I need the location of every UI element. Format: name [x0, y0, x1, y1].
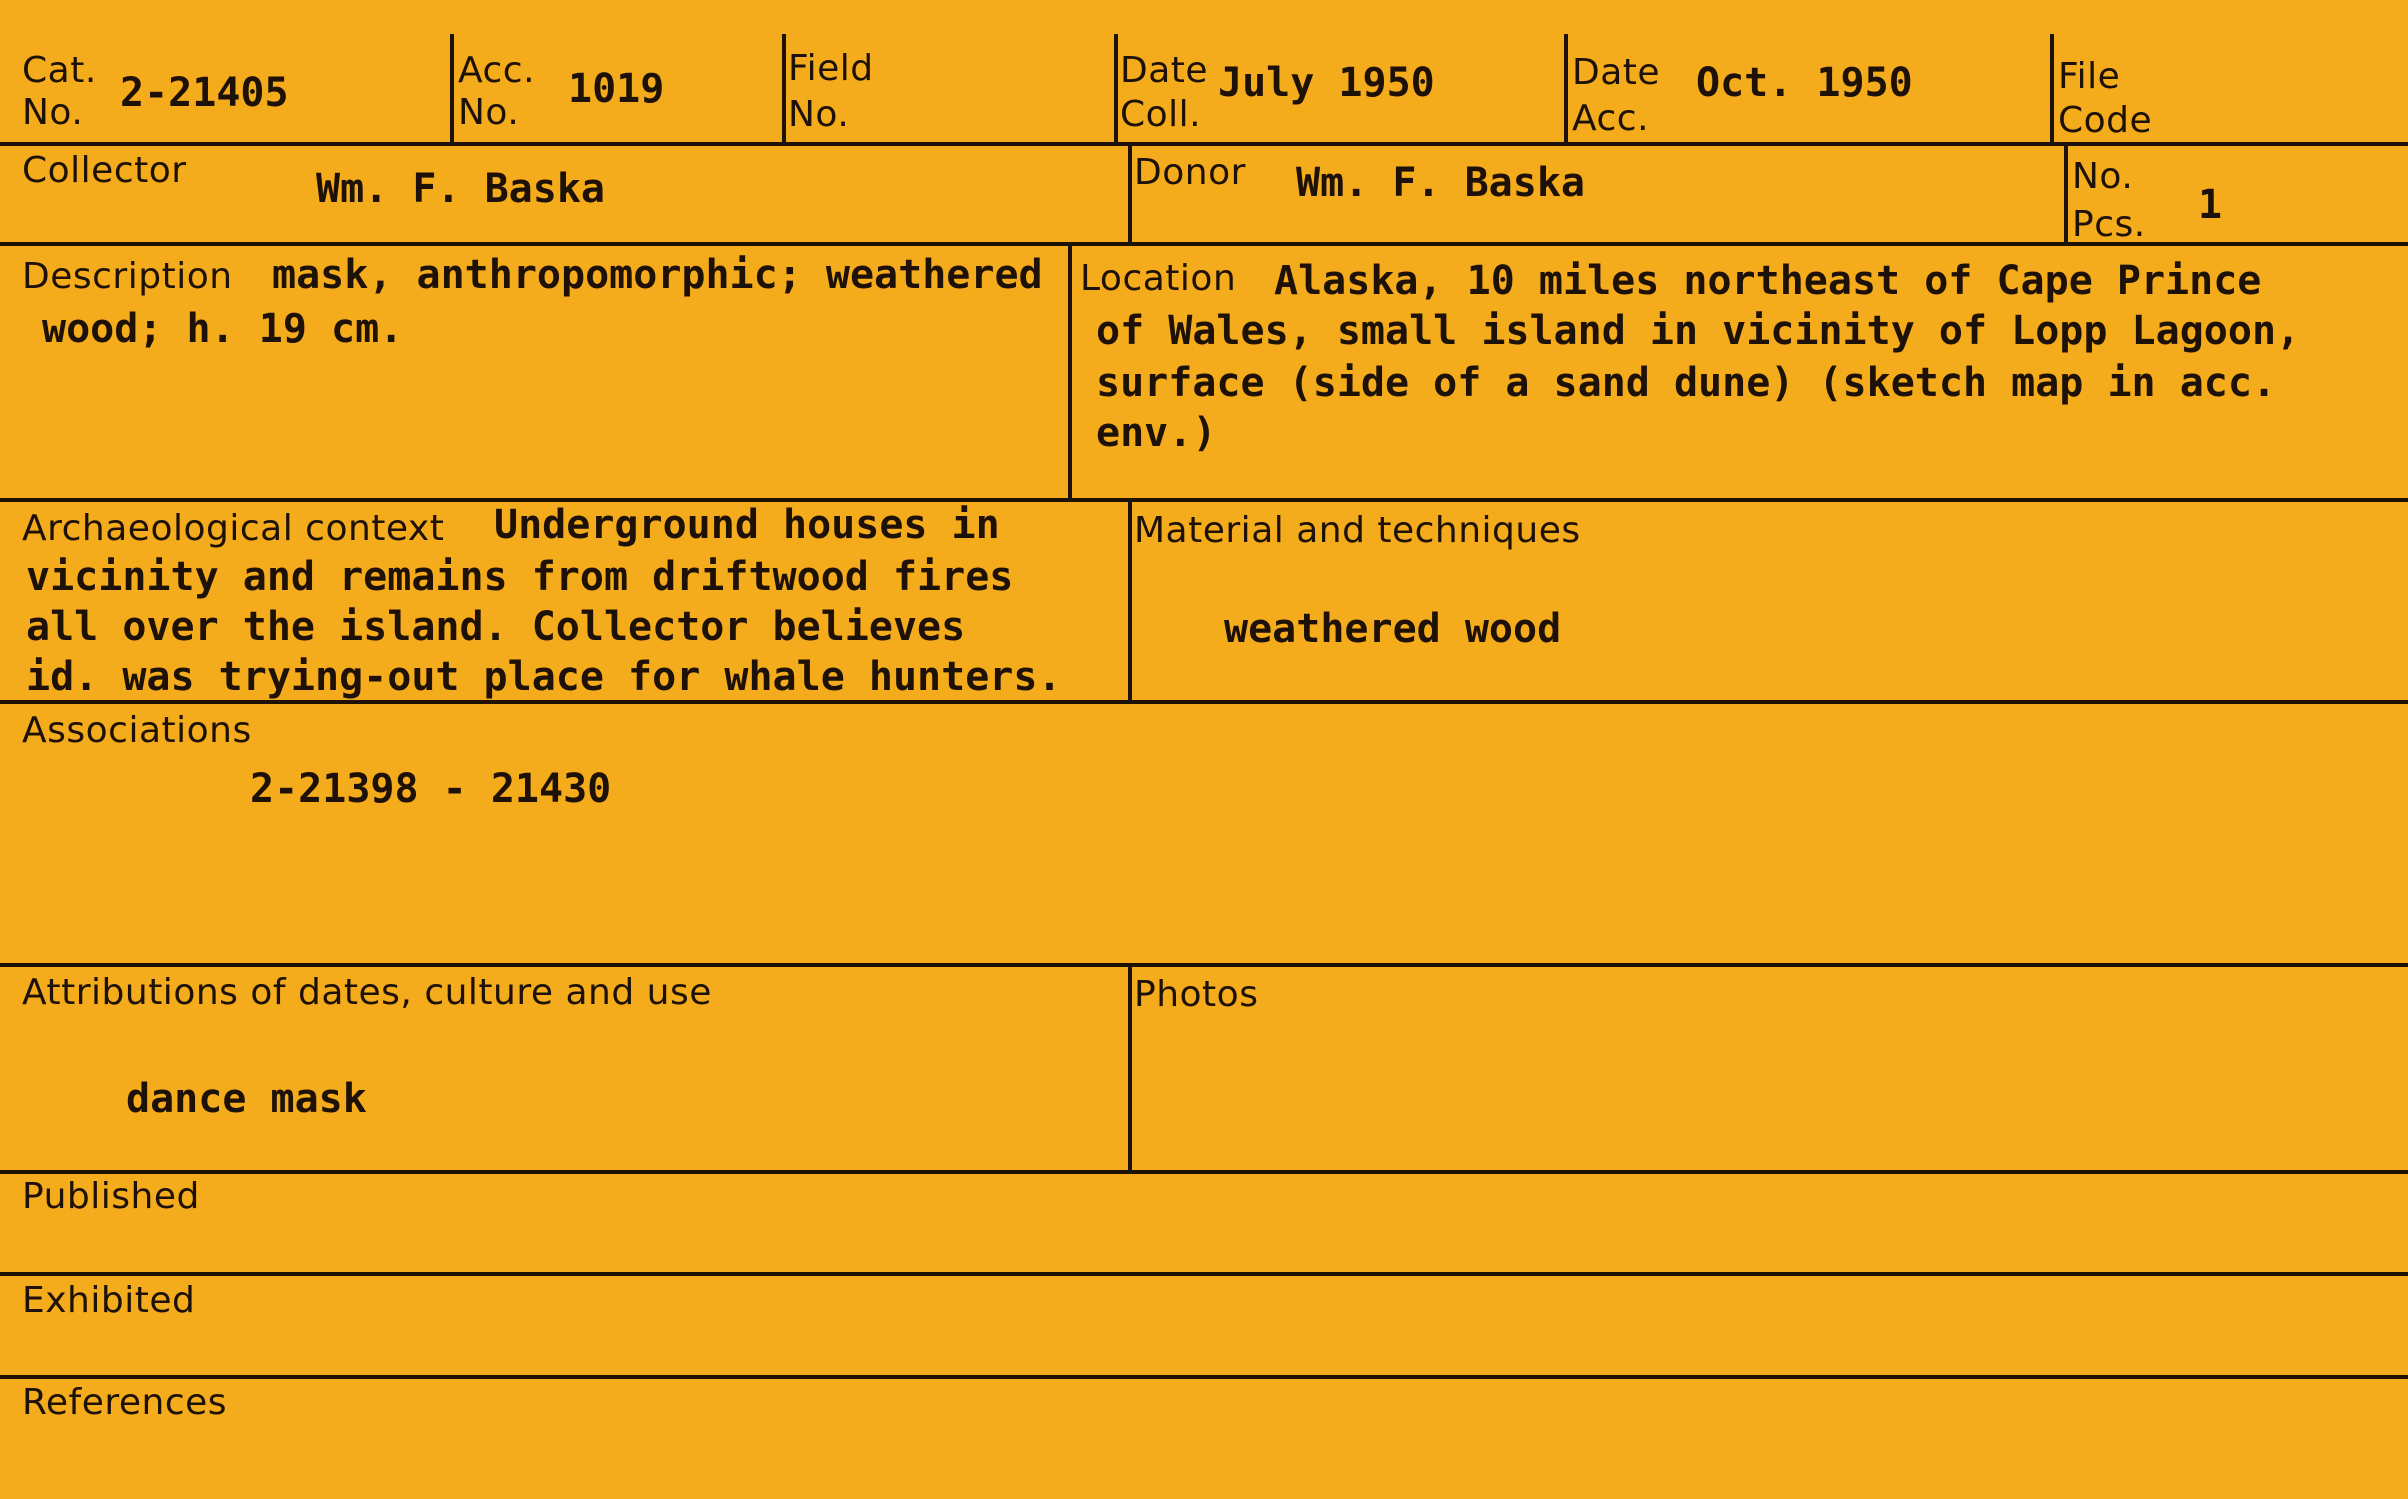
- rule-collector-row: [0, 242, 2408, 246]
- cat-no-label-1: Cat.: [22, 50, 97, 91]
- collector-value: Wm. F. Baska: [316, 166, 605, 212]
- description-line-2: wood; h. 19 cm.: [42, 306, 404, 352]
- location-line-2: of Wales, small island in vicinity of Lopp Lagoon,: [1096, 308, 2301, 354]
- description-label: Description: [22, 256, 233, 297]
- rule-description-row: [0, 498, 2408, 502]
- material-value: weathered wood: [1224, 606, 1562, 652]
- date-coll-label-1: Date: [1120, 50, 1209, 91]
- attributions-value: dance mask: [126, 1076, 367, 1122]
- archaeological-context-label: Archaeological context: [22, 508, 445, 549]
- rule-v-context: [1128, 500, 1132, 702]
- acc-no-value: 1019: [568, 66, 665, 112]
- location-line-1: Alaska, 10 miles northeast of Cape Prince: [1274, 258, 2262, 304]
- rule-v-description: [1068, 244, 1072, 500]
- rule-v-donor: [2064, 144, 2068, 244]
- date-coll-label-2: Coll.: [1120, 94, 1202, 135]
- date-acc-value: Oct. 1950: [1696, 60, 1913, 106]
- date-acc-label-1: Date: [1572, 52, 1661, 93]
- archaeological-context-line-2: vicinity and remains from driftwood fires: [26, 554, 1014, 600]
- no-pcs-value: 1: [2198, 182, 2223, 228]
- no-pcs-label-2: Pcs.: [2072, 204, 2146, 245]
- rule-exhibited-row: [0, 1375, 2408, 1379]
- field-no-label-2: No.: [788, 94, 850, 135]
- photos-label: Photos: [1134, 974, 1259, 1015]
- archaeological-context-line-4: id. was trying-out place for whale hunters.: [26, 654, 1062, 700]
- rule-v-collector: [1128, 144, 1132, 244]
- published-label: Published: [22, 1176, 200, 1217]
- acc-no-label-1: Acc.: [458, 50, 536, 91]
- archaeological-context-line-1: Underground houses in: [494, 502, 1000, 548]
- associations-label: Associations: [22, 710, 252, 751]
- rule-v-attributions: [1128, 965, 1132, 1172]
- acc-no-label-2: No.: [458, 92, 520, 133]
- rule-v-cat: [450, 34, 454, 144]
- rule-v-dateacc: [2050, 34, 2054, 144]
- attributions-label: Attributions of dates, culture and use: [22, 972, 712, 1013]
- rule-attributions-row: [0, 1170, 2408, 1174]
- associations-value: 2-21398 - 21430: [250, 766, 612, 812]
- no-pcs-label-1: No.: [2072, 156, 2134, 197]
- date-acc-label-2: Acc.: [1572, 98, 1650, 139]
- archaeological-context-line-3: all over the island. Collector believes: [26, 604, 966, 650]
- location-line-4: env.): [1096, 410, 1217, 456]
- file-code-label-2: Code: [2058, 100, 2153, 141]
- location-line-3: surface (side of a sand dune) (sketch map in acc.: [1096, 360, 2277, 406]
- date-coll-value: July 1950: [1218, 60, 1435, 106]
- rule-v-datecoll: [1564, 34, 1568, 144]
- cat-no-value: 2-21405: [120, 70, 289, 116]
- rule-published-row: [0, 1272, 2408, 1276]
- collector-label: Collector: [22, 150, 187, 191]
- location-label: Location: [1080, 258, 1237, 299]
- rule-v-field: [1114, 34, 1118, 144]
- rule-top-row: [0, 142, 2408, 146]
- donor-label: Donor: [1134, 152, 1246, 193]
- material-label: Material and techniques: [1134, 510, 1581, 551]
- field-no-label-1: Field: [788, 48, 874, 89]
- rule-v-acc: [782, 34, 786, 144]
- rule-associations-row: [0, 963, 2408, 967]
- references-label: References: [22, 1382, 228, 1423]
- donor-value: Wm. F. Baska: [1296, 160, 1585, 206]
- file-code-label-1: File: [2058, 56, 2121, 97]
- description-line-1: mask, anthropomorphic; weathered: [272, 252, 1043, 298]
- exhibited-label: Exhibited: [22, 1280, 196, 1321]
- cat-no-label-2: No.: [22, 92, 84, 133]
